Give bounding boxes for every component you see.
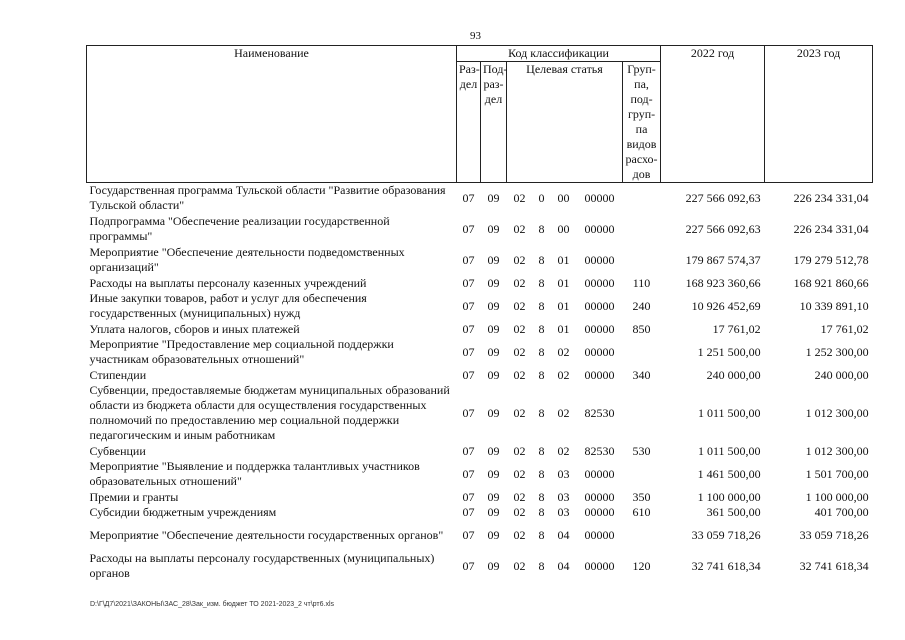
row-section: 07 (462, 321, 475, 336)
row-subsection: 09 (487, 190, 500, 205)
table-row (87, 245, 873, 276)
table-row (87, 214, 873, 245)
row-amount-2022: 227 566 092,63 (685, 190, 761, 205)
row-target-part3: 02 (557, 405, 570, 420)
row-subsection: 09 (487, 527, 500, 542)
row-target-part4: 00000 (584, 252, 615, 267)
row-target-part2: 8 (538, 221, 545, 236)
row-section: 07 (462, 466, 475, 481)
row-subsection: 09 (487, 558, 500, 573)
table-row (87, 459, 873, 490)
row-target-part3: 02 (557, 344, 570, 359)
row-amount-2023: 1 501 700,00 (805, 466, 869, 481)
row-target-part3: 01 (557, 275, 570, 290)
row-amount-2022: 1 100 000,00 (697, 489, 761, 504)
row-expense-type (623, 214, 661, 245)
table-row (87, 505, 873, 520)
row-amount-2023: 10 339 891,10 (799, 298, 869, 313)
row-target-part1: 02 (513, 252, 526, 267)
row-target-part2: 8 (538, 344, 545, 359)
row-amount-2023: 1 100 000,00 (805, 489, 869, 504)
row-amount-2022: 240 000,00 (706, 367, 761, 382)
row-target-part1: 02 (513, 527, 526, 542)
row-expense-type: 120 (632, 558, 651, 573)
row-target-part3: 01 (557, 298, 570, 313)
row-subsection: 09 (487, 367, 500, 382)
row-target-part2: 8 (538, 489, 545, 504)
row-subsection: 09 (487, 344, 500, 359)
row-amount-2022: 1 461 500,00 (697, 466, 761, 481)
row-target-part1: 02 (513, 221, 526, 236)
row-amount-2023: 179 279 512,78 (793, 252, 869, 267)
row-name: Подпрограмма "Обеспечение реализации государственной программы" (89, 214, 390, 243)
header-year-2022: 2022 год (661, 46, 765, 183)
row-target-part1: 02 (513, 558, 526, 573)
row-expense-type: 350 (632, 489, 651, 504)
row-name: Расходы на выплаты персоналу государственных (муниципальных) органов (89, 551, 435, 580)
row-target-part3: 03 (557, 489, 570, 504)
row-target-part4: 00000 (584, 344, 615, 359)
row-target-part3: 03 (557, 466, 570, 481)
row-section: 07 (462, 190, 475, 205)
row-target-part1: 02 (513, 405, 526, 420)
row-target-part2: 8 (538, 275, 545, 290)
row-subsection: 09 (487, 221, 500, 236)
row-name: Мероприятие "Обеспечение деятельности подведомственных организаций" (89, 245, 405, 274)
row-amount-2023: 168 921 860,66 (793, 275, 869, 290)
row-name: Мероприятие "Выявление и поддержка талантливых участников образовательных отношений" (89, 459, 420, 488)
row-amount-2022: 17 761,02 (712, 321, 761, 336)
row-name: Стипендии (89, 367, 147, 382)
row-subsection: 09 (487, 466, 500, 481)
row-amount-2023: 1 252 300,00 (805, 344, 869, 359)
row-expense-type (623, 245, 661, 276)
row-amount-2023: 17 761,02 (820, 321, 869, 336)
table-row (87, 551, 873, 582)
row-subsection: 09 (487, 489, 500, 504)
row-target-part2: 8 (538, 558, 545, 573)
row-name: Субвенции (89, 443, 146, 458)
header-expense-group: Груп-па, под-груп-па видов расхо-дов (623, 62, 661, 183)
row-target-part2: 8 (538, 367, 545, 382)
row-expense-type: 850 (632, 321, 651, 336)
row-target-part1: 02 (513, 489, 526, 504)
row-section: 07 (462, 367, 475, 382)
table-body (87, 183, 873, 582)
row-amount-2023: 401 700,00 (814, 504, 869, 519)
table-row (87, 520, 873, 551)
row-expense-type (623, 337, 661, 368)
row-amount-2023: 32 741 618,34 (799, 558, 869, 573)
header-name: Наименование (87, 46, 457, 183)
row-amount-2022: 10 926 452,69 (691, 298, 761, 313)
table-row (87, 183, 873, 214)
row-subsection: 09 (487, 504, 500, 519)
budget-table (86, 45, 873, 582)
row-section: 07 (462, 252, 475, 267)
row-amount-2023: 226 234 331,04 (793, 190, 869, 205)
row-target-part3: 02 (557, 367, 570, 382)
row-amount-2022: 168 923 360,66 (685, 275, 761, 290)
row-target-part4: 00000 (584, 190, 615, 205)
row-target-part1: 02 (513, 466, 526, 481)
row-target-part2: 8 (538, 466, 545, 481)
row-target-part3: 00 (557, 221, 570, 236)
row-section: 07 (462, 527, 475, 542)
row-name: Государственная программа Тульской области "Развитие образования Тульской области" (89, 183, 446, 213)
row-name: Уплата налогов, сборов и иных платежей (89, 321, 300, 336)
table-row (87, 276, 873, 291)
row-section: 07 (462, 405, 475, 420)
row-target-part3: 04 (557, 527, 570, 542)
row-target-part2: 8 (538, 321, 545, 336)
row-subsection: 09 (487, 443, 500, 458)
table-row (87, 368, 873, 383)
table-row (87, 291, 873, 322)
row-amount-2022: 1 011 500,00 (698, 443, 761, 458)
row-name: Субвенции, предоставляемые бюджетам муниципальных образований области из бюджета области для осуществления государственных полномочий по предоставлению мер социальной поддержки педагогическим и иным работникам (89, 383, 450, 442)
table-row (87, 337, 873, 368)
row-expense-type: 340 (632, 367, 651, 382)
row-subsection: 09 (487, 252, 500, 267)
row-subsection: 09 (487, 298, 500, 313)
row-amount-2023: 240 000,00 (814, 367, 869, 382)
row-target-part2: 8 (538, 527, 545, 542)
row-target-part3: 03 (557, 504, 570, 519)
row-target-part4: 00000 (584, 275, 615, 290)
row-target-part3: 01 (557, 321, 570, 336)
row-amount-2022: 32 741 618,34 (691, 558, 761, 573)
row-target-part4: 00000 (584, 489, 615, 504)
row-target-part1: 02 (513, 190, 526, 205)
row-subsection: 09 (487, 405, 500, 420)
row-section: 07 (462, 275, 475, 290)
header-target-article: Целевая статья (507, 62, 623, 183)
row-amount-2022: 1 251 500,00 (697, 344, 761, 359)
row-target-part4: 00000 (584, 558, 615, 573)
row-name: Иные закупки товаров, работ и услуг для обеспечения государственных (муниципальных) нужд (89, 291, 367, 320)
row-section: 07 (462, 443, 475, 458)
row-target-part2: 8 (538, 504, 545, 519)
row-target-part3: 04 (557, 558, 570, 573)
row-subsection: 09 (487, 275, 500, 290)
row-amount-2023: 33 059 718,26 (799, 527, 869, 542)
table-row (87, 322, 873, 337)
row-target-part4: 00000 (584, 367, 615, 382)
footer-file-path: D:\Г\Д7\2021\ЗАКОНЫ\ЗАС_28\Зак_изм. бюджет ТО 2021-2023_2 чт\рт6.xls (90, 601, 335, 608)
row-amount-2022: 33 059 718,26 (691, 527, 761, 542)
row-name: Расходы на выплаты персоналу казенных учреждений (89, 275, 367, 290)
row-amount-2022: 1 011 500,00 (698, 405, 761, 420)
header-section: Раз-дел (457, 62, 481, 183)
row-target-part2: 0 (538, 190, 545, 205)
row-target-part4: 00000 (584, 527, 615, 542)
header-subsection: Под-раз-дел (481, 62, 507, 183)
row-target-part1: 02 (513, 344, 526, 359)
row-target-part3: 00 (557, 190, 570, 205)
row-target-part3: 02 (557, 443, 570, 458)
row-name: Мероприятие "Предоставление мер социальной поддержки участникам образовательных отношений" (89, 337, 394, 366)
row-target-part1: 02 (513, 275, 526, 290)
row-target-part1: 02 (513, 367, 526, 382)
header-classification: Код классификации (457, 46, 661, 62)
row-expense-type: 530 (632, 443, 651, 458)
row-target-part2: 8 (538, 298, 545, 313)
page-number: 93 (470, 30, 481, 42)
row-amount-2023: 226 234 331,04 (793, 221, 869, 236)
row-target-part4: 00000 (584, 504, 615, 519)
row-section: 07 (462, 298, 475, 313)
row-amount-2023: 1 012 300,00 (805, 405, 869, 420)
row-target-part2: 8 (538, 252, 545, 267)
table-row (87, 383, 873, 444)
row-name: Мероприятие "Обеспечение деятельности государственных органов" (89, 527, 444, 542)
row-expense-type: 110 (632, 275, 651, 290)
row-expense-type (623, 183, 661, 214)
row-amount-2023: 1 012 300,00 (805, 443, 869, 458)
row-section: 07 (462, 489, 475, 504)
row-section: 07 (462, 504, 475, 519)
row-name: Субсидии бюджетным учреждениям (89, 504, 277, 519)
row-target-part1: 02 (513, 298, 526, 313)
row-expense-type (623, 383, 661, 444)
row-target-part4: 82530 (584, 443, 615, 458)
row-target-part4: 00000 (584, 221, 615, 236)
row-target-part4: 00000 (584, 321, 615, 336)
row-target-part3: 01 (557, 252, 570, 267)
row-target-part4: 82530 (584, 405, 615, 420)
row-section: 07 (462, 344, 475, 359)
row-target-part2: 8 (538, 405, 545, 420)
table-row (87, 490, 873, 505)
row-target-part1: 02 (513, 321, 526, 336)
row-section: 07 (462, 558, 475, 573)
header-year-2023: 2023 год (765, 46, 873, 183)
row-subsection: 09 (487, 321, 500, 336)
row-target-part2: 8 (538, 443, 545, 458)
row-target-part1: 02 (513, 443, 526, 458)
row-amount-2022: 361 500,00 (706, 504, 761, 519)
row-target-part4: 00000 (584, 298, 615, 313)
row-name: Премии и гранты (89, 489, 179, 504)
table-row (87, 444, 873, 459)
row-expense-type: 240 (632, 298, 651, 313)
row-amount-2022: 179 867 574,37 (685, 252, 761, 267)
row-section: 07 (462, 221, 475, 236)
row-expense-type: 610 (632, 504, 651, 519)
row-expense-type (623, 459, 661, 490)
row-amount-2022: 227 566 092,63 (685, 221, 761, 236)
row-target-part4: 00000 (584, 466, 615, 481)
row-target-part1: 02 (513, 504, 526, 519)
row-expense-type (623, 520, 661, 551)
